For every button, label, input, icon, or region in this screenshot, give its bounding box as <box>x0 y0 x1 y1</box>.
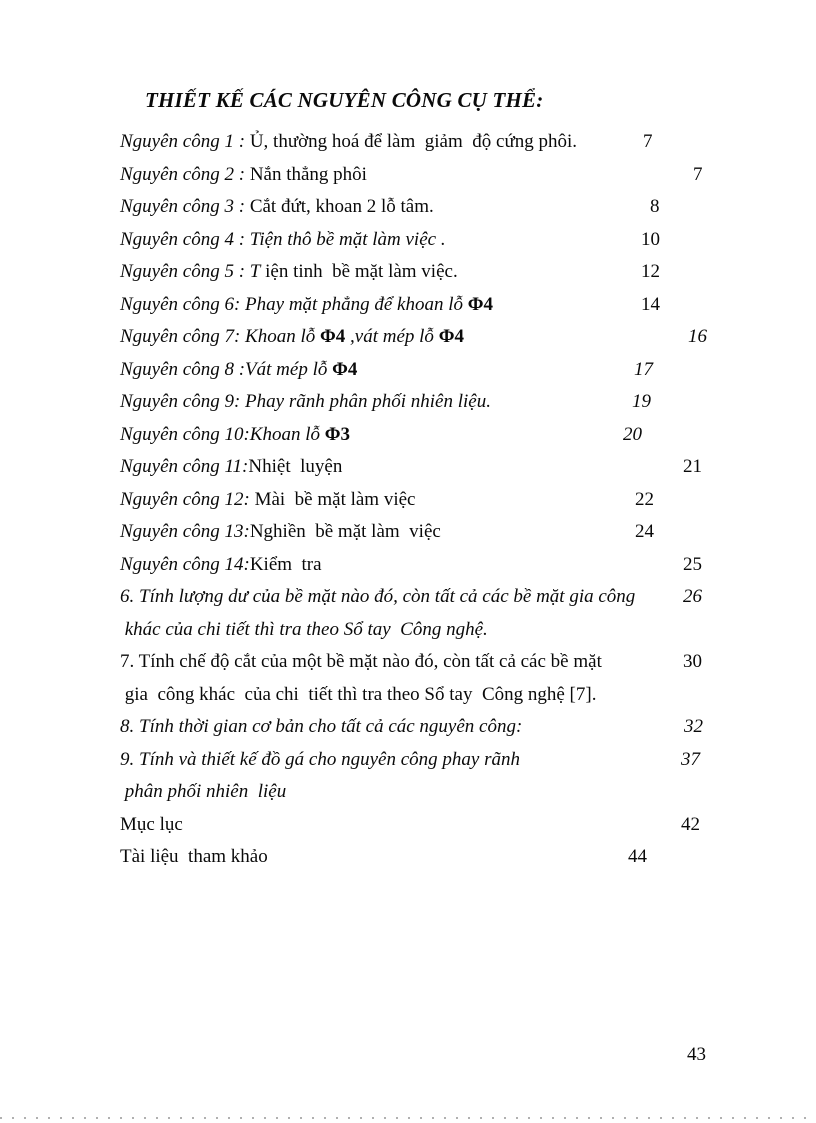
toc-row <box>0 386 816 419</box>
toc-entry-line <box>0 191 816 224</box>
toc-entry-line <box>0 256 816 289</box>
toc-text-segment: Nguyên công 13: <box>120 521 250 542</box>
toc-row <box>0 744 816 809</box>
toc-row <box>0 549 816 582</box>
toc-entry-line <box>0 419 816 452</box>
toc-entry-line <box>0 516 816 549</box>
toc-text-segment: gia công khác của chi tiết thì tra theo Sổ tay Công nghệ [7]. <box>120 683 597 705</box>
toc-row <box>0 256 816 289</box>
toc-page-number: 30 <box>683 651 702 672</box>
toc-text-segment: Φ4 <box>467 293 493 315</box>
toc-page-number: 17 <box>634 358 653 380</box>
toc-page-number: 14 <box>641 293 660 315</box>
toc-text-segment: 6. Tính lượng dư của bề mặt nào đó, còn tất cả các bề mặt gia công <box>120 586 636 607</box>
toc-row <box>0 354 816 387</box>
toc-row <box>0 484 816 517</box>
toc-page-number: 12 <box>641 261 660 282</box>
toc-text-segment: Φ3 <box>324 423 351 445</box>
toc-text-segment: Nguyên công 5 : T <box>120 261 261 282</box>
toc-entry-line <box>0 484 816 517</box>
toc-row <box>0 451 816 484</box>
toc-entry-line <box>0 841 816 874</box>
toc-text-segment: khác của chi tiết thì tra theo Sổ tay Công nghệ. <box>120 618 488 640</box>
page-break-dotted-line <box>0 1116 816 1119</box>
toc-page-number: 26 <box>683 586 702 607</box>
toc-page-number: 44 <box>628 846 647 867</box>
toc-text-segment: Φ4 <box>438 326 464 347</box>
toc-page-number: 16 <box>688 326 707 347</box>
toc-row <box>0 321 816 354</box>
toc-text-segment: Nguyên công 1 : <box>120 131 250 152</box>
toc-row <box>0 289 816 322</box>
toc-text-segment: Mục lục <box>120 813 183 835</box>
toc-text-segment: Mài bề mặt làm việc <box>254 488 416 510</box>
toc-text-segment: Φ4 <box>320 326 346 347</box>
toc-entry-line <box>0 386 816 419</box>
footer-page-number: 43 <box>687 1044 706 1065</box>
toc-page-number: 22 <box>635 488 654 510</box>
toc-page-number: 19 <box>632 391 651 412</box>
toc-page-number: 25 <box>683 553 702 575</box>
toc-text-segment: Nguyên công 9: Phay rãnh phân phối nhiên liệu. <box>120 391 491 412</box>
toc-list <box>0 126 816 874</box>
toc-text-segment: Nguyên công 3 : <box>120 196 250 217</box>
toc-text-segment: ,vát mép lỗ <box>345 326 439 347</box>
toc-text-segment: Nguyên công 8 :Vát mép lỗ <box>120 358 333 380</box>
toc-text-segment: Cắt đứt, khoan 2 lỗ tâm. <box>249 196 434 217</box>
toc-page-number: 32 <box>684 716 703 737</box>
toc-row <box>0 516 816 549</box>
toc-row <box>0 581 816 646</box>
toc-page-number: 24 <box>635 521 654 542</box>
toc-text-segment: Nguyên công 12: <box>120 488 255 510</box>
toc-page-number: 8 <box>650 196 660 217</box>
toc-row <box>0 809 816 842</box>
section-title: THIẾT KẾ CÁC NGUYÊN CÔNG CỤ THỂ: <box>145 88 544 112</box>
toc-row <box>0 419 816 452</box>
toc-text-segment: 9. Tính và thiết kế đồ gá cho nguyên công phay rãnh <box>120 748 520 770</box>
toc-text-segment: Nhiệt luyện <box>248 456 343 477</box>
toc-row <box>0 126 816 159</box>
toc-text-segment: Kiểm tra <box>249 553 322 575</box>
toc-entry-line <box>0 224 816 257</box>
toc-text-segment: Nghiền bề mặt làm việc <box>249 521 441 542</box>
toc-entry-line <box>0 614 816 647</box>
toc-text-segment: phân phối nhiên liệu <box>120 781 287 802</box>
toc-text-segment: Nguyên công 10:Khoan lỗ <box>120 423 325 445</box>
toc-text-segment: Nguyên công 7: Khoan lỗ <box>120 326 321 347</box>
toc-page-number: 7 <box>693 163 703 185</box>
toc-text-segment: Nguyên công 14: <box>120 553 250 575</box>
toc-page-number: 10 <box>641 228 660 250</box>
toc-text-segment: Ủ, thường hoá để làm giảm độ cứng phôi. <box>249 131 578 152</box>
toc-entry-line <box>0 679 816 712</box>
toc-text-segment: 7. Tính chế độ cắt của một bề mặt nào đó, còn tất cả các bề mặt <box>120 651 602 672</box>
toc-text-segment: Tài liệu tham khảo <box>120 846 268 867</box>
toc-entry-line <box>0 126 816 159</box>
toc-page-number: 37 <box>681 748 700 770</box>
toc-text-segment: Nguyên công 11: <box>120 456 249 477</box>
toc-text-segment: Nguyên công 6: Phay mặt phẳng để khoan lỗ <box>120 293 468 315</box>
toc-row <box>0 159 816 192</box>
toc-page-number: 20 <box>623 423 642 445</box>
toc-text-segment: Nguyên công 2 : <box>120 163 250 185</box>
toc-text-segment: 8. Tính thời gian cơ bản cho tất cả các nguyên công: <box>120 716 523 737</box>
toc-entry-line <box>0 354 816 387</box>
toc-text-segment: iện tinh bề mặt làm việc. <box>260 261 458 282</box>
toc-page-number: 21 <box>683 456 702 477</box>
toc-row <box>0 711 816 744</box>
toc-text-segment: Nắn thẳng phôi <box>249 163 367 185</box>
toc-row <box>0 224 816 257</box>
toc-entry-line <box>0 289 816 322</box>
toc-row <box>0 191 816 224</box>
toc-text-segment: Φ4 <box>332 358 358 380</box>
toc-page-number: 42 <box>681 813 700 835</box>
toc-row <box>0 841 816 874</box>
toc-row <box>0 646 816 711</box>
toc-text-segment: Nguyên công 4 : Tiện thô bề mặt làm việc . <box>120 228 446 250</box>
toc-entry-line <box>0 776 816 809</box>
toc-page-number: 7 <box>643 131 653 152</box>
